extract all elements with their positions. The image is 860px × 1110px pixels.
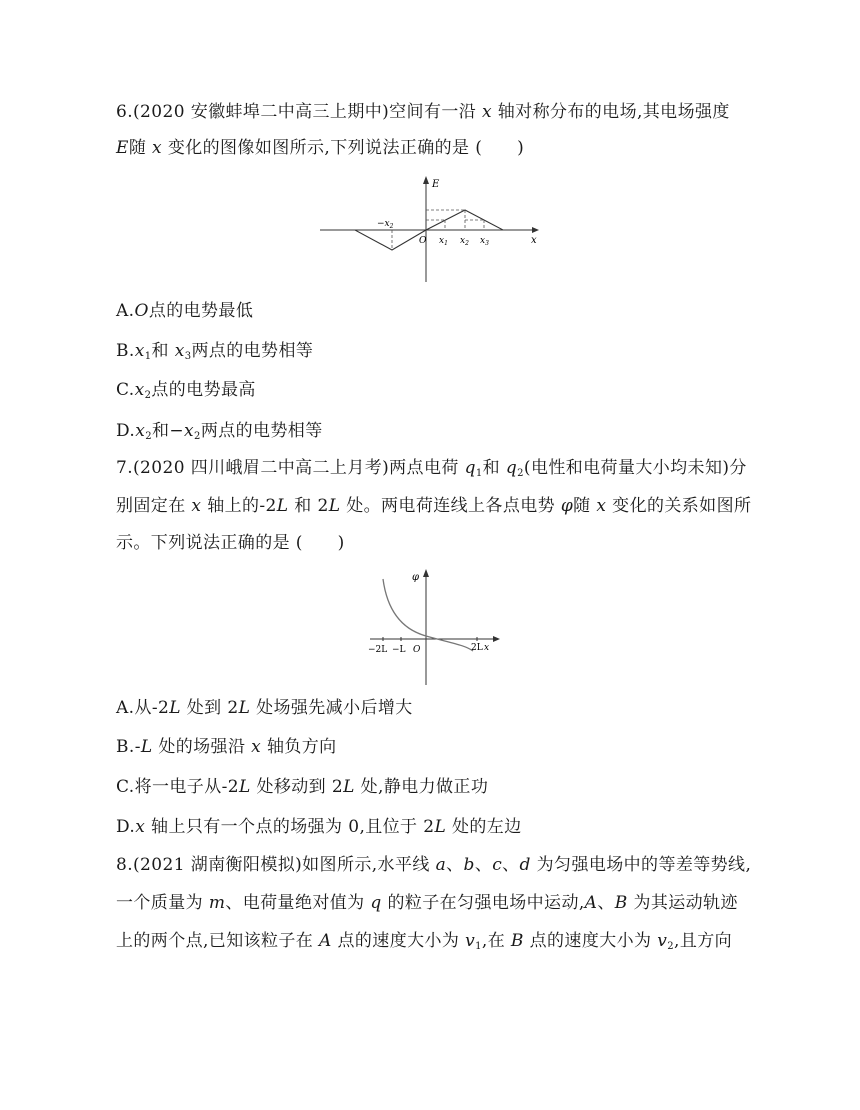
q6-x3-label: $x_3$ [480,236,489,247]
q7-neg2L-label: −2L [368,645,388,655]
q8-stem-line1: 8.(2021 湖南衡阳模拟)如图所示,水平线 a、b、c、d 为匀强电场中的等差等势线, [116,855,752,875]
q6-stem-line1: 6.(2020 安徽蚌埠二中高三上期中)空间有一沿 x 轴对称分布的电场,其电场强度 [116,102,730,122]
q8-stem-line3: 上的两个点,已知该粒子在 A 点的速度大小为 $v_1$,在 B 点的速度大小为 $v_2$,且方向 [116,931,733,952]
q6-option-d: $D.x_2$和$-x_2$两点的电势相等 [116,421,323,442]
q6-stem-line2: E随 x 变化的图像如图所示,下列说法正确的是 ( ) [116,138,525,158]
q7-stem-line1: 7.(2020 四川峨眉二中高二上月考)两点电荷 $q_1$和 $q_2$(电性和电荷量大小均未知)分 [116,458,747,479]
q6-option-a: A.O点的电势最低 [116,301,254,321]
q7-x-axis-label: x [484,643,490,653]
q6-neg-x2-label: $-x_2$ [377,219,394,230]
q6-option-b: $B.x_1$和 $x_3$两点的电势相等 [116,341,314,362]
q6-x-axis-label: x [531,235,537,246]
q7-origin-label: O [413,645,421,655]
q6-e-x-graph [315,170,545,285]
q7-y-axis-label: φ [412,572,420,583]
q7-pos2L-label: 2L [471,643,483,653]
q7-stem-line2: 别固定在 x 轴上的-2L 和 2L 处。两电荷连线上各点电势 φ随 x 变化的关系如图所 [116,496,752,516]
q6-y-axis-label: E [432,179,440,190]
q7-phi-x-graph [365,565,505,687]
q7-option-c: C.将一电子从-2L 处移动到 2L 处,静电力做正功 [116,777,489,797]
q7-option-a: A.从-2L 处到 2L 处场强先减小后增大 [116,698,413,718]
q6-x1-label: $x_1$ [439,236,448,247]
q7-option-d: D.x 轴上只有一个点的场强为 0,且位于 2L 处的左边 [116,817,522,837]
q6-origin-label: O [419,236,427,246]
q7-stem-line3: 示。下列说法正确的是 ( ) [116,533,345,553]
q8-stem-line2: 一个质量为 m、电荷量绝对值为 q 的粒子在匀强电场中运动,A、B 为其运动轨迹 [116,893,738,913]
q6-x2-label: $x_2$ [460,236,469,247]
q7-negL-label: −L [392,645,406,655]
q6-option-c: $C.x_2$点的电势最高 [116,380,256,401]
q7-option-b: B.-L 处的场强沿 x 轴负方向 [116,737,337,757]
